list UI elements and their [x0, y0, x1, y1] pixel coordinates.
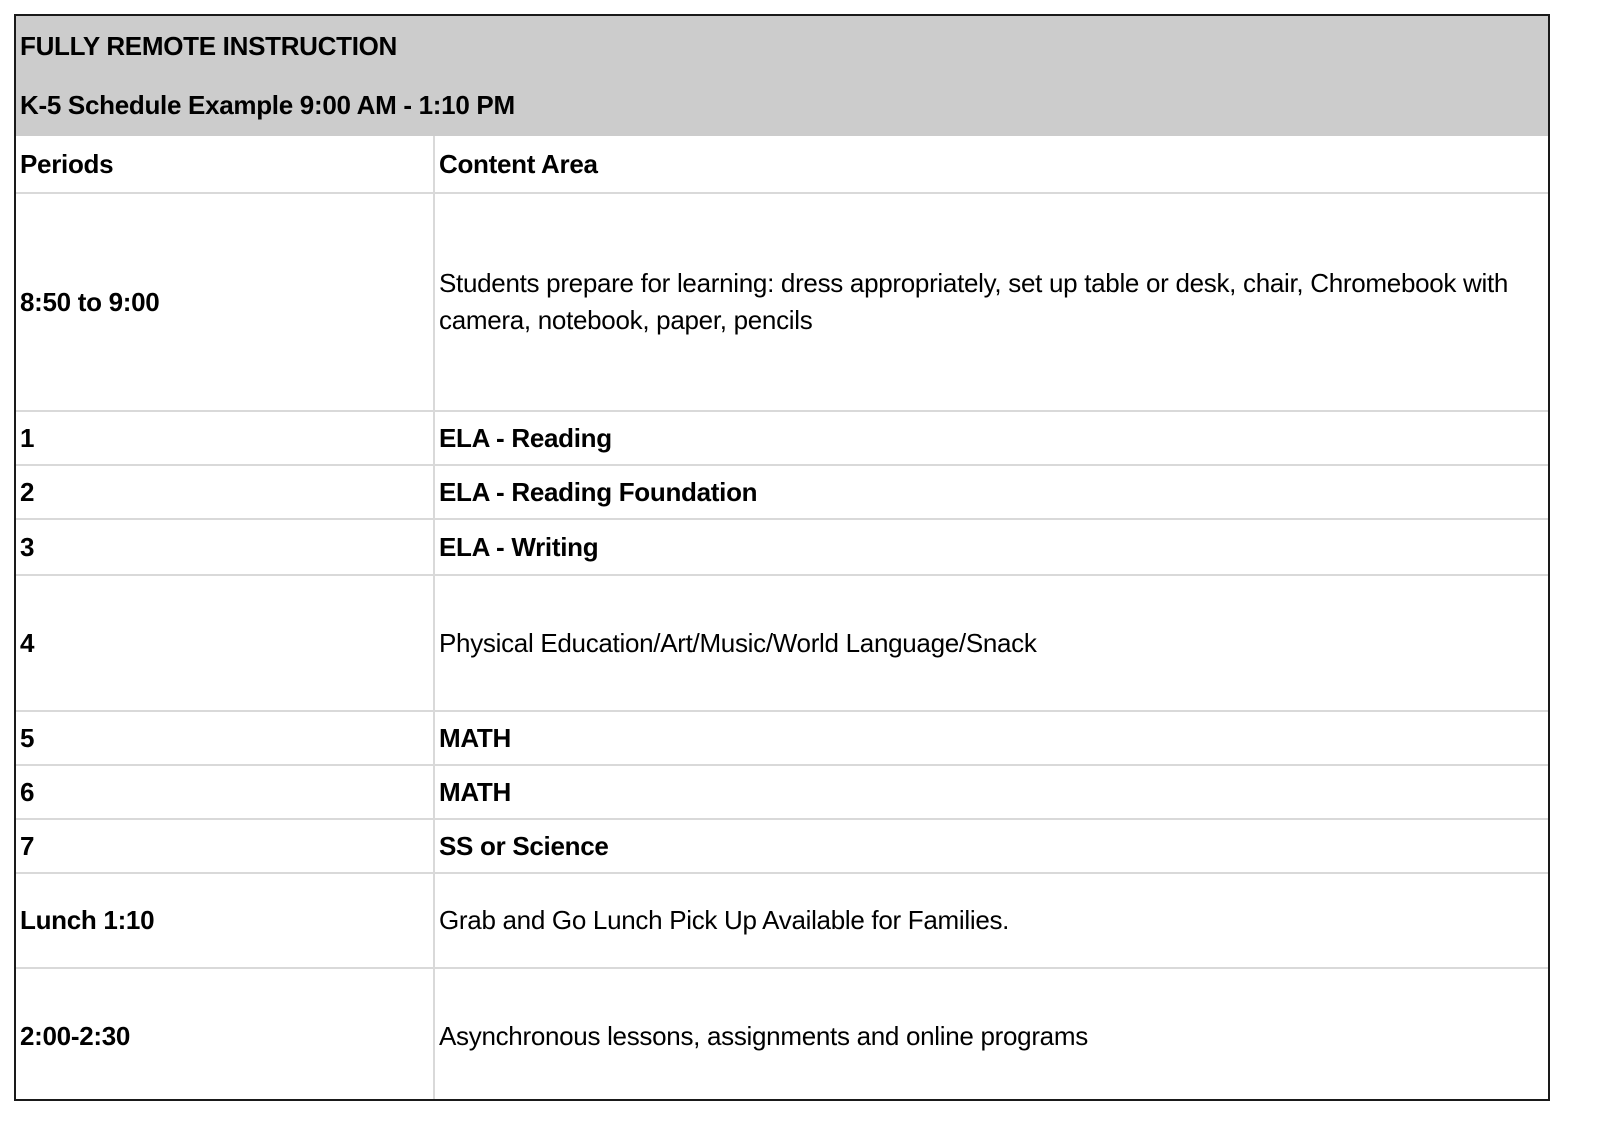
content-cell: Physical Education/Art/Music/World Language/Snack: [439, 627, 1037, 658]
table-row: [16, 192, 1548, 410]
table-row: [16, 518, 1548, 574]
table-row: [16, 967, 1548, 1101]
period-cell: 1: [20, 422, 35, 453]
schedule-table: [14, 14, 1550, 1101]
column-header-periods: Periods: [20, 148, 114, 179]
content-cell: Asynchronous lessons, assignments and online programs: [439, 1020, 1088, 1051]
table-header-band: [16, 16, 1548, 136]
period-cell: 3: [20, 531, 35, 562]
content-cell: ELA - Reading Foundation: [439, 476, 758, 507]
table-subtitle: K-5 Schedule Example 9:00 AM - 1:10 PM: [20, 90, 515, 120]
table-row: [16, 464, 1548, 518]
table-title: FULLY REMOTE INSTRUCTION: [20, 31, 398, 61]
content-cell: ELA - Reading: [439, 422, 612, 453]
table-row: [16, 410, 1548, 464]
period-cell: 5: [20, 722, 35, 753]
column-header-row: [16, 136, 1548, 192]
period-cell: 4: [20, 627, 35, 658]
content-cell: SS or Science: [439, 830, 609, 861]
period-cell: 2:00-2:30: [20, 1020, 131, 1051]
column-header-content-area: Content Area: [439, 148, 598, 179]
content-cell: MATH: [439, 722, 511, 753]
content-cell: MATH: [439, 776, 511, 807]
period-cell: 6: [20, 776, 35, 807]
period-cell: 2: [20, 476, 35, 507]
table-row: [16, 872, 1548, 967]
content-cell: Students prepare for learning: dress appropriately, set up table or desk, chair, Chromebook with camera, notebook, paper, pencils: [439, 268, 1509, 335]
table-row: [16, 710, 1548, 764]
table-row: [16, 764, 1548, 818]
table-row: [16, 574, 1548, 710]
table-row: [16, 818, 1548, 872]
content-cell: Grab and Go Lunch Pick Up Available for Families.: [439, 905, 1010, 935]
period-cell: Lunch 1:10: [20, 905, 155, 935]
period-cell: 8:50 to 9:00: [20, 286, 160, 317]
content-cell: ELA - Writing: [439, 531, 599, 562]
period-cell: 7: [20, 830, 35, 861]
